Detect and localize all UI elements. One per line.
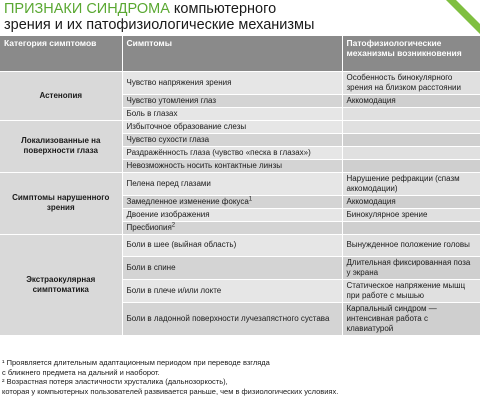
symptom-text: Замедленное изменение фокуса xyxy=(126,196,249,206)
footnote-marker: 1 xyxy=(248,195,253,202)
category-cell: Симптомы нарушенного зрения xyxy=(0,172,122,234)
header-symptoms: Симптомы xyxy=(122,36,342,71)
title-line-1 xyxy=(4,1,276,17)
symptom-cell xyxy=(122,256,342,279)
footnotes xyxy=(2,358,478,396)
footnote-line: с ближнего предмета на дальний и наоборот. xyxy=(2,367,160,377)
symptom-text: Чувство утомления глаз xyxy=(126,95,217,105)
footnote-line: ² Возрастная потеря эластичности хрусталика (дальнозоркость), xyxy=(2,377,228,386)
mechanism-cell xyxy=(342,221,480,234)
table-row xyxy=(0,71,480,94)
mechanism-cell: Аккомодация xyxy=(342,195,480,208)
symptom-text: Боли в ладонной поверхности лучезапястного сустава xyxy=(126,313,330,323)
symptom-cell xyxy=(122,302,342,335)
symptom-text: Невозможность носить контактные линзы xyxy=(126,160,282,170)
mechanism-cell: Нарушение рефракции (спазм аккомодации) xyxy=(342,172,480,195)
mechanism-cell: Вынужденное положение головы xyxy=(342,234,480,256)
symptom-text: Боль в глазах xyxy=(126,108,178,118)
title-highlight: ПРИЗНАКИ СИНДРОМА xyxy=(4,1,170,17)
symptom-text: Боли в плече и/или локте xyxy=(126,285,222,295)
symptom-cell xyxy=(122,71,342,94)
category-cell: Локализованные на поверхности глаза xyxy=(0,120,122,172)
symptom-cell xyxy=(122,195,342,208)
header-mechanisms: Патофизиологические механизмы возникновения xyxy=(342,36,480,71)
mechanism-cell: Карпальный синдром — интенсивная работа с клавиатурой xyxy=(342,302,480,335)
title-line-2: зрения и их патофизиологические механизмы xyxy=(4,17,315,33)
mechanism-cell: Статическое напряжение мышц при работе с мышью xyxy=(342,279,480,302)
category-cell: Астенопия xyxy=(0,71,122,120)
symptom-cell xyxy=(122,279,342,302)
symptom-cell xyxy=(122,172,342,195)
symptom-cell xyxy=(122,120,342,133)
corner-decoration-inner xyxy=(456,0,480,24)
table-row xyxy=(0,120,480,133)
footnote-line: которая у компьютерных пользователей развивается раньше, чем в физиологических условиях. xyxy=(2,386,339,396)
category-cell: Экстраокулярная симптоматика xyxy=(0,234,122,335)
mechanism-cell xyxy=(342,146,480,159)
symptom-text: Пелена перед глазами xyxy=(126,178,211,188)
title-block xyxy=(0,0,480,36)
symptom-cell xyxy=(122,133,342,146)
footnote-line: ¹ Проявляется длительным адаптационным периодом при переводе взгляда xyxy=(2,358,270,367)
mechanism-cell xyxy=(342,107,480,120)
header-category: Категория симптомов xyxy=(0,36,122,71)
mechanism-cell: Длительная фиксированная поза у экрана xyxy=(342,256,480,279)
table-row xyxy=(0,234,480,256)
table-row xyxy=(0,172,480,195)
symptom-text: Двоение изображения xyxy=(126,209,210,219)
symptom-cell xyxy=(122,146,342,159)
symptom-cell xyxy=(122,221,342,234)
title-rest: компьютерного xyxy=(169,1,277,17)
table-header-row xyxy=(0,36,480,71)
symptoms-table xyxy=(0,36,480,335)
mechanism-cell xyxy=(342,159,480,172)
symptom-text: Боли в шее (выйная область) xyxy=(126,240,237,249)
symptom-cell xyxy=(122,208,342,221)
symptom-cell xyxy=(122,107,342,120)
table-body xyxy=(0,71,480,335)
symptom-text: Раздражённость глаза (чувство «песка в глазах») xyxy=(126,147,311,157)
symptom-cell xyxy=(122,159,342,172)
symptom-cell xyxy=(122,234,342,256)
footnote-marker: 2 xyxy=(171,221,176,228)
symptom-cell xyxy=(122,94,342,107)
symptom-text: Чувство сухости глаза xyxy=(126,134,210,144)
symptom-text: Избыточное образование слезы xyxy=(126,121,247,131)
symptom-text: Боли в спине xyxy=(126,262,176,272)
symptom-text: Чувство напряжения зрения xyxy=(126,77,232,87)
mechanism-cell xyxy=(342,133,480,146)
mechanism-cell: Особенность бинокулярного зрения на близком расстоянии xyxy=(342,71,480,94)
symptom-text: Пресбиопия xyxy=(126,222,172,232)
mechanism-cell: Аккомодация xyxy=(342,94,480,107)
mechanism-cell: Бинокулярное зрение xyxy=(342,208,480,221)
mechanism-cell xyxy=(342,120,480,133)
